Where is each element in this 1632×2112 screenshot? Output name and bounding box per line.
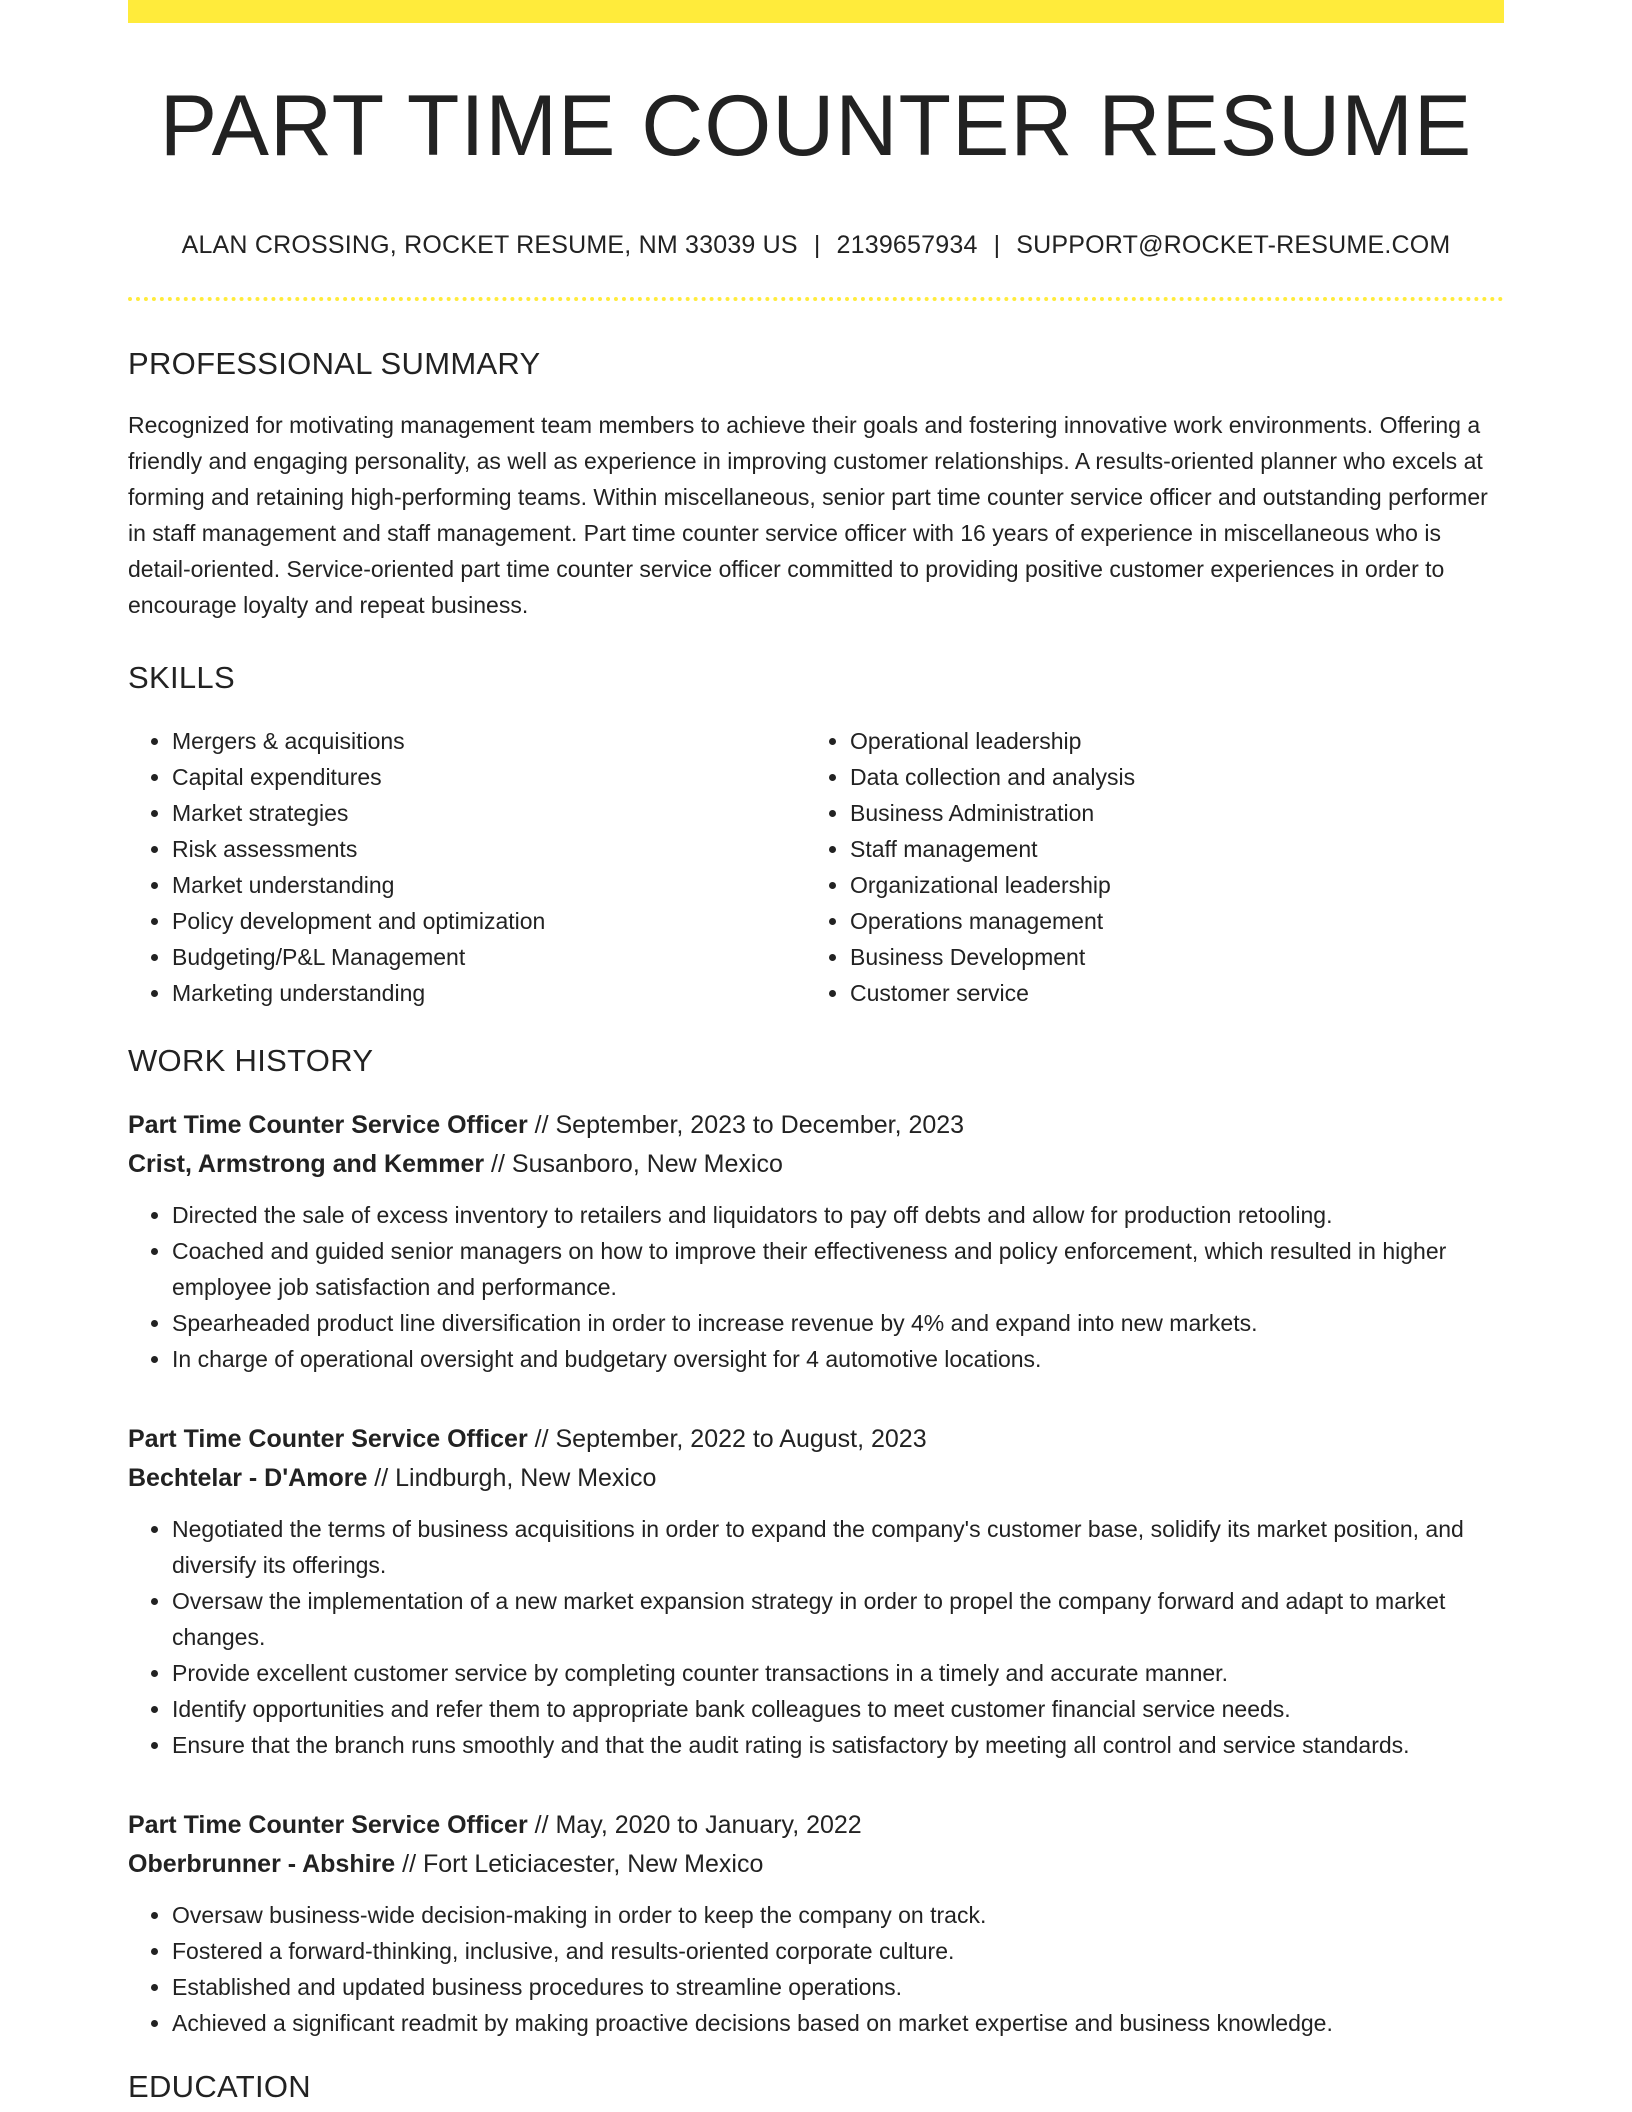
job-location: Lindburgh, New Mexico: [395, 1464, 657, 1492]
contact-separator: |: [993, 231, 1001, 259]
skill-item: • Customer service: [850, 975, 1484, 1011]
line-separator: //: [527, 1425, 556, 1453]
skills-heading: SKILLS: [128, 660, 235, 695]
work-history-heading: WORK HISTORY: [128, 1043, 374, 1078]
skill-item: • Operations management: [850, 903, 1484, 939]
job-bullet: • Oversaw the implementation of a new market expansion strategy in order to propel the company forward and adapt to market changes.: [172, 1583, 1504, 1655]
skill-item: • Staff management: [850, 831, 1484, 867]
job-bullet: • Established and updated business procedures to streamline operations.: [172, 1969, 1504, 2005]
summary-heading: PROFESSIONAL SUMMARY: [128, 346, 541, 381]
skill-item: • Organizational leadership: [850, 867, 1484, 903]
job-bullet: • Provide excellent customer service by completing counter transactions in a timely and accurate manner.: [172, 1655, 1504, 1691]
education-heading: EDUCATION: [128, 2069, 311, 2104]
job-bullet: • In charge of operational oversight and budgetary oversight for 4 automotive locations.: [172, 1341, 1504, 1377]
skill-item: • Marketing understanding: [172, 975, 806, 1011]
skills-list: [128, 723, 1504, 1011]
resume-title: PART TIME COUNTER RESUME: [159, 78, 1473, 174]
job-bullet: • Achieved a significant readmit by making proactive decisions based on market expertise and business knowledge.: [172, 2005, 1504, 2041]
accent-bar: [128, 0, 1504, 23]
contact-line: [128, 233, 1504, 258]
job-bullet: • Coached and guided senior managers on how to improve their effectiveness and policy enforcement, which resulted in higher employee job satisfaction and performance.: [172, 1233, 1504, 1305]
skill-item: • Budgeting/P&L Management: [172, 939, 806, 975]
job-location: Fort Leticiacester, New Mexico: [422, 1850, 764, 1878]
skills-column-right: [806, 723, 1484, 1011]
contact-phone: 2139657934: [836, 231, 978, 259]
skill-item: • Data collection and analysis: [850, 759, 1484, 795]
job-bullet: • Negotiated the terms of business acquisitions in order to expand the company's customer base, solidify its market position, and diversify its offerings.: [172, 1511, 1504, 1583]
job-title: Part Time Counter Service Officer: [128, 1811, 528, 1839]
skill-item: • Business Administration: [850, 795, 1484, 831]
skill-item: • Market strategies: [172, 795, 806, 831]
job-bullet: • Oversaw business-wide decision-making in order to keep the company on track.: [172, 1897, 1504, 1933]
job-bullet: • Identify opportunities and refer them to appropriate bank colleagues to meet customer financial service needs.: [172, 1691, 1504, 1727]
skill-item: • Business Development: [850, 939, 1484, 975]
job-location: Susanboro, New Mexico: [511, 1150, 783, 1178]
job-dates: September, 2023 to December, 2023: [555, 1111, 965, 1139]
line-separator: //: [527, 1811, 556, 1839]
job-title-line: [128, 1106, 1504, 1145]
job-bullet: • Ensure that the branch runs smoothly and that the audit rating is satisfactory by meeting all control and service standards.: [172, 1727, 1504, 1763]
contact-email[interactable]: SUPPORT@ROCKET-RESUME.COM: [1016, 231, 1451, 259]
job-bullets: [128, 1897, 1504, 2041]
job-title-line: [128, 1420, 1504, 1459]
job-company: Bechtelar - D'Amore: [128, 1464, 368, 1492]
job-bullets: [128, 1197, 1504, 1377]
resume-page: [128, 0, 1504, 2102]
job-company: Crist, Armstrong and Kemmer: [128, 1150, 485, 1178]
job-company-line: [128, 1845, 1504, 1884]
skill-item: • Market understanding: [172, 867, 806, 903]
summary-text: Recognized for motivating management team members to achieve their goals and fostering innovative work environments. Offering a friendly and engaging personality, as well as experience in improving customer relationships. A results-oriented planner who excels at forming and retaining high-performing teams. Within miscellaneous, senior part time counter service officer and outstanding performer in staff management and staff management. Part time counter service officer with 16 years of experience in miscellaneous who is detail-oriented. Service-oriented part time counter service officer committed to providing positive customer experiences in order to encourage loyalty and repeat business.: [128, 412, 1488, 618]
job-title: Part Time Counter Service Officer: [128, 1425, 528, 1453]
job-dates: September, 2022 to August, 2023: [555, 1425, 927, 1453]
job-bullet: • Directed the sale of excess inventory to retailers and liquidators to pay off debts and allow for production retooling.: [172, 1197, 1504, 1233]
dotted-divider: [128, 297, 1504, 301]
contact-address: ALAN CROSSING, ROCKET RESUME, NM 33039 US: [181, 231, 798, 259]
skill-item: • Mergers & acquisitions: [172, 723, 806, 759]
line-separator: //: [395, 1850, 423, 1878]
line-separator: //: [367, 1464, 396, 1492]
skill-item: • Operational leadership: [850, 723, 1484, 759]
job-company-line: [128, 1459, 1504, 1498]
job-bullet: • Spearheaded product line diversification in order to increase revenue by 4% and expand into new markets.: [172, 1305, 1504, 1341]
job-company-line: [128, 1145, 1504, 1184]
skills-column-left: [128, 723, 806, 1011]
job-title: Part Time Counter Service Officer: [128, 1111, 528, 1139]
job-bullets: [128, 1511, 1504, 1763]
job-bullet: • Fostered a forward-thinking, inclusive, and results-oriented corporate culture.: [172, 1933, 1504, 1969]
line-separator: //: [527, 1111, 556, 1139]
line-separator: //: [484, 1150, 512, 1178]
job-title-line: [128, 1806, 1504, 1845]
skill-item: • Risk assessments: [172, 831, 806, 867]
job-entry: [128, 1106, 1504, 1377]
contact-separator: |: [813, 231, 821, 259]
job-company: Oberbrunner - Abshire: [128, 1850, 396, 1878]
skill-item: • Policy development and optimization: [172, 903, 806, 939]
job-dates: May, 2020 to January, 2022: [555, 1811, 862, 1839]
job-entry: [128, 1806, 1504, 2041]
job-entry: [128, 1420, 1504, 1763]
skill-item: • Capital expenditures: [172, 759, 806, 795]
